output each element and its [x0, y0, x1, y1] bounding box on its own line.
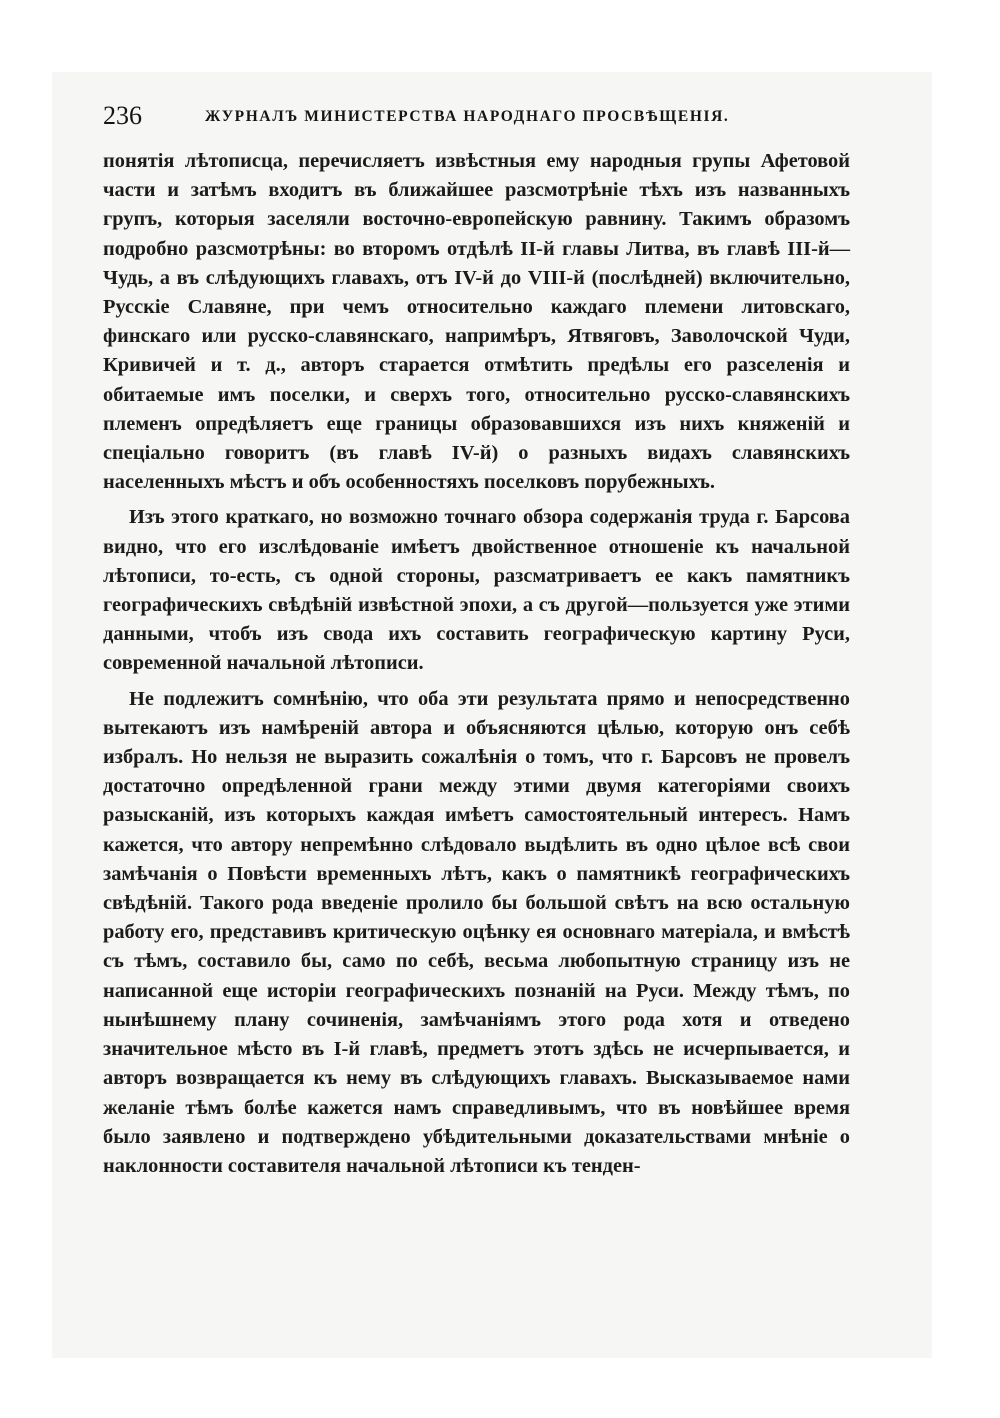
paragraph-3: Не подлежитъ сомнѣнію, что оба эти результата прямо и непосредственно вытекаютъ изъ намѣреній автора и объясняются цѣлью, которую онъ себѣ избралъ. Но нельзя не выразить сожалѣнія о томъ, что г. Барсовъ не провелъ достаточно опредѣленной грани между этими двумя категоріями своихъ разысканій, изъ которыхъ каждая имѣетъ самостоятельный интересъ. Намъ кажется, что автору непремѣнно слѣдовало выдѣлить въ одно цѣлое всѣ свои замѣчанія о Повѣсти временныхъ лѣтъ, какъ о памятникѣ географическихъ свѣдѣній. Такого рода введеніе пролило бы большой свѣтъ на всю остальную работу его, представивъ критическую оцѣнку ея основнаго матеріала, и вмѣстѣ съ тѣмъ, составило бы, само по себѣ, весьма любопытную страницу изъ не написанной еще исторіи географическихъ познаній на Руси. Между тѣмъ, по нынѣшнему плану сочиненія, замѣчаніямъ этого рода хотя и отведено значительное мѣсто въ I-й главѣ, предметъ этотъ здѣсь не исчерпывается, и авторъ возвращается къ нему въ слѣдующихъ главахъ. Высказываемое нами желаніе тѣмъ болѣе кажется намъ справедливымъ, что въ новѣйшее время было заявлено и подтверждено убѣдительными доказательствами мнѣніе о наклонности составителя начальной лѣтописи къ тенден-	[103, 687, 850, 1177]
page-number: 236	[103, 101, 142, 130]
page-header	[103, 101, 863, 131]
running-title: ЖУРНАЛЪ МИНИСТЕРСТВА НАРОДНАГО ПРОСВѢЩЕНІЯ.	[205, 108, 730, 125]
paragraph-2: Изъ этого краткаго, но возможно точнаго обзора содержанія труда г. Барсова видно, что его изслѣдованіе имѣетъ двойственное отношеніе къ начальной лѣтописи, то-есть, съ одной стороны, разсматриваетъ ее какъ памятникъ географическихъ свѣдѣній извѣстной эпохи, а съ другой—пользуется уже этими данными, чтобъ изъ свода ихъ составить географическую картину Руси, современной начальной лѣтописи.	[103, 506, 850, 675]
paragraph-1: понятія лѣтописца, перечисляетъ извѣстныя ему народныя групы Афетовой части и затѣмъ входитъ въ ближайшее разсмотрѣніе тѣхъ изъ названныхъ групъ, которыя заселяли восточно-европейскую равнину. Такимъ образомъ подробно разсмотрѣны: во второмъ отдѣлѣ II-й главы Литва, въ главѣ III-й—Чудь, а въ слѣдующихъ главахъ, отъ IV-й до VIII-й (послѣдней) включительно, Русскіе Славяне, при чемъ относительно каждаго племени литовскаго, финскаго или русско-славянскаго, напримѣръ, Ятвяговъ, Заволочской Чуди, Кривичей и т. д., авторъ старается отмѣтить предѣлы его разселенія и обитаемые имъ поселки, и сверхъ того, относительно русско-славянскихъ племенъ опредѣляетъ еще границы образовавшихся изъ нихъ княженій и спеціально говоритъ (въ главѣ IV-й) о разныхъ видахъ славянскихъ населенныхъ мѣстъ и объ особенностяхъ поселковъ порубежныхъ.	[103, 150, 850, 494]
body-text	[103, 147, 850, 1181]
